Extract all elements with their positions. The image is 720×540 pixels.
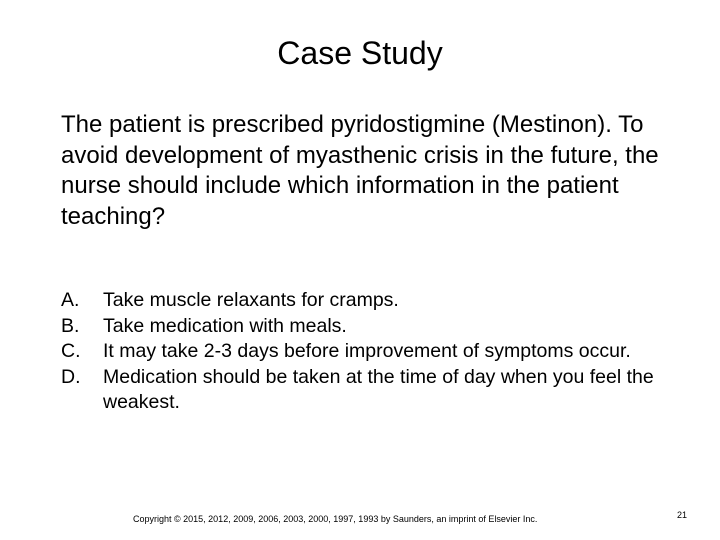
answer-option-d — [61, 365, 681, 416]
answer-option-b — [61, 314, 681, 340]
question-text: The patient is prescribed pyridostigmine (Mestinon). To avoid development of myasthenic crisis in the future, the nurse should include which information in the patient teaching? — [61, 111, 659, 230]
copyright-notice: Copyright © 2015, 2012, 2009, 2006, 2003, 2000, 1997, 1993 by Saunders, an imprint of Elsevier Inc. — [133, 514, 538, 524]
slide-title: Case Study — [277, 35, 443, 71]
option-text: It may take 2-3 days before improvement of symptoms occur. — [103, 340, 631, 362]
option-text: Medication should be taken at the time of day when you feel the weakest. — [103, 365, 654, 413]
option-letter: B. — [61, 314, 80, 337]
option-letter: C. — [61, 340, 81, 362]
answer-option-c — [61, 339, 681, 365]
option-letter: D. — [61, 365, 81, 388]
page-number: 21 — [677, 510, 688, 520]
option-letter: A. — [61, 289, 80, 311]
answer-option-a — [61, 288, 681, 314]
answer-options-list — [61, 288, 681, 416]
option-text: Take muscle relaxants for cramps. — [103, 289, 399, 311]
option-text: Take medication with meals. — [103, 314, 347, 337]
